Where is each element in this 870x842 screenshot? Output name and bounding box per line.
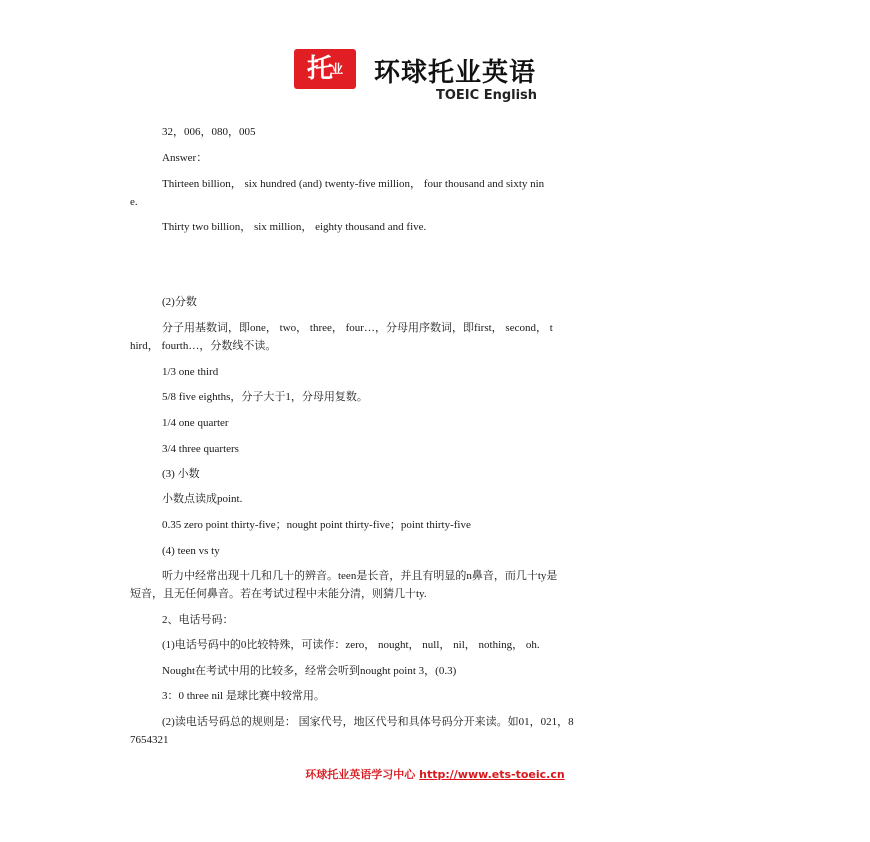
text-line: 5/8 five eighths，分子大于1，分母用复数。 (162, 391, 368, 403)
text-line: 0.35 zero point thirty-five；nought point thirty-five；point thirty-five (162, 519, 471, 531)
brand-name-en: TOEIC English (436, 88, 538, 103)
logo-mark (294, 49, 356, 89)
logo-char: 托 (306, 54, 331, 84)
text-line: 3：0 three nil 是球比赛中较常用。 (162, 690, 325, 702)
text-line: 分子用基数词，即one， two， three， four…，分母用序数词，即first， second， t (162, 322, 553, 334)
footer-link[interactable]: http://www.ets-toeic.cn (419, 768, 565, 781)
text-line: 短音，且无任何鼻音。若在考试过程中未能分清，则猜几十ty. (130, 588, 427, 600)
logo-small-char: 业 (331, 62, 344, 76)
text-line: 小数点读成point. (162, 493, 243, 505)
section-heading: (4) teen vs ty (162, 545, 220, 557)
footer (0, 766, 870, 782)
footer-label: 环球托业英语学习中心 (305, 768, 416, 781)
text-line: Answer： (162, 152, 208, 164)
text-line: e. (130, 196, 138, 208)
text-line: Nought在考试中用的比较多，经常会听到nought point 3，(0.3) (162, 665, 457, 677)
header-logo (290, 44, 590, 108)
section-heading: 2、电话号码： (162, 614, 234, 626)
section-heading: (2)分数 (162, 296, 197, 308)
text-line: Thirteen billion， six hundred (and) twenty-five million， four thousand and sixty nin (162, 178, 545, 190)
text-line: 32，006，080，005 (162, 126, 256, 138)
text-line: 3/4 three quarters (162, 443, 239, 455)
text-line: 听力中经常出现十几和几十的辨音。teen是长音，并且有明显的n鼻音，而几十ty是 (162, 570, 558, 582)
text-line: Thirty two billion， six million， eighty thousand and five. (162, 221, 427, 233)
section-heading: (3) 小数 (162, 468, 200, 480)
text-line: (1)电话号码中的0比较特殊，可读作：zero， nought， null， nil， nothing， oh. (162, 639, 540, 651)
brand-name-cn: 环球托业英语 (374, 58, 537, 88)
text-line: hird， fourth…，分数线不读。 (130, 340, 277, 352)
text-line: 1/3 one third (162, 366, 219, 378)
text-line: 1/4 one quarter (162, 417, 229, 429)
text-line: (2)读电话号码总的规则是： 国家代号，地区代号和具体号码分开来读。如01，021，8 (162, 716, 574, 728)
text-line: 7654321 (130, 734, 169, 746)
